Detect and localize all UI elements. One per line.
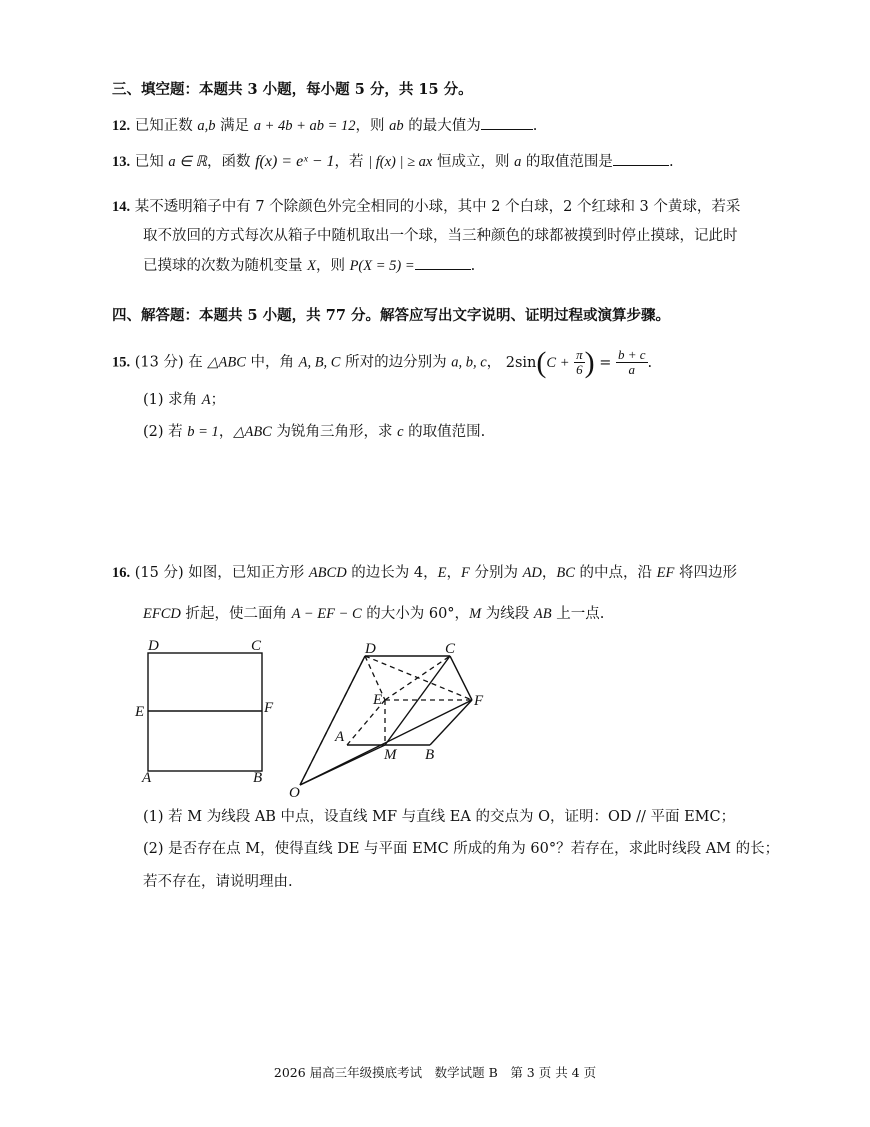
q16-text: ，: [446, 565, 461, 581]
answer-blank: [415, 255, 471, 270]
q15-part1-text: (1) 求角: [143, 392, 202, 408]
left-paren: (: [536, 345, 547, 379]
section-3-heading: 三、填空题：本题共 3 小题，每小题 5 分，共 15 分。: [112, 81, 473, 98]
q15-points: (13 分): [134, 354, 184, 371]
label-M: M: [384, 747, 397, 763]
q16-text: 折起，使二面角: [180, 606, 292, 622]
q13-function: f(x) = eˣ − 1: [255, 153, 335, 170]
q12-vars: a,b: [197, 118, 216, 134]
q16-square: ABCD: [308, 565, 347, 581]
label-A: A: [335, 729, 345, 745]
label-E: E: [135, 704, 145, 720]
q15-part2-triangle: △ABC: [233, 424, 272, 440]
question-number: 15.: [112, 354, 131, 371]
q16-line-2: [143, 604, 604, 624]
label-D: D: [365, 641, 376, 657]
question-number: 16.: [112, 565, 131, 581]
q16-text: 的中点，沿: [574, 565, 657, 581]
label-B: B: [253, 770, 263, 786]
b-plus-c-over-a: [616, 348, 648, 377]
q15-part2-cond: b = 1: [187, 424, 219, 440]
q15-part2-end: 的取值范围.: [403, 424, 486, 440]
edge-FB: [430, 700, 472, 745]
edge-OM: [300, 745, 385, 785]
q16-text: 分别为: [469, 565, 523, 581]
q16-text: 为线段: [481, 606, 534, 622]
q15-angles: A, B, C: [298, 354, 341, 371]
q15-part2-text: (2) 若: [143, 424, 188, 440]
q13-condition: a ∈ ℝ: [168, 154, 207, 170]
q16-M: M: [469, 606, 482, 622]
page-footer: 2026 届高三年级摸底考试 数学试题 B 第 3 页 共 4 页: [273, 1065, 597, 1080]
q16-text: 的边长为 4，: [346, 565, 438, 581]
q14-end: .: [470, 258, 476, 274]
q14-line-2: 取不放回的方式每次从箱子中随机取出一个球，当三种颜色的球都被摸到时停止摸球，记此时: [143, 228, 738, 244]
q15-sides: a, b, c: [451, 354, 487, 371]
q14-text: ，则: [315, 258, 350, 274]
q12-equation: a + 4b + ab = 12: [253, 118, 356, 134]
q13-end: .: [668, 154, 674, 170]
q13-a: a: [514, 154, 522, 170]
q16-AD: AD: [522, 565, 542, 581]
q13-text: 已知: [134, 154, 169, 170]
q16-AB: AB: [533, 606, 552, 622]
label-A: A: [142, 770, 152, 786]
figure-folded: [285, 635, 500, 800]
answer-blank: [481, 115, 533, 130]
q15-triangle: △ABC: [207, 354, 246, 371]
label-D: D: [148, 638, 159, 654]
q15-part2-var: c: [397, 424, 404, 440]
label-C: C: [251, 638, 262, 654]
q16-text: 如图，已知正方形: [183, 565, 309, 581]
q16-text: 上一点.: [551, 606, 605, 622]
q12-text: 已知正数: [134, 118, 198, 134]
q16-EF: EF: [656, 565, 675, 581]
q16-E: E: [437, 565, 447, 581]
q15-text: 中，角: [245, 354, 299, 371]
label-F: F: [474, 693, 484, 709]
figure-square: [130, 630, 280, 790]
answer-blank: [613, 151, 669, 166]
pi: π: [576, 347, 583, 362]
q12-text: 满足: [215, 118, 254, 134]
q16-F: F: [461, 565, 470, 581]
numerator: b + c: [618, 347, 646, 362]
q16-part-1: (1) 若 M 为线段 AB 中点，设直线 MF 与直线 EA 的交点为 O，证明：OD // 平面 EMC；: [143, 809, 736, 825]
q16-text: 的大小为 60°，: [361, 606, 470, 622]
q12-text: 的最大值为: [403, 118, 481, 134]
eq-inner: C +: [546, 354, 570, 371]
question-14: [112, 197, 740, 217]
q13-text: ，若: [334, 154, 369, 170]
q15-part-1: [143, 390, 225, 410]
question-12: [112, 115, 537, 136]
q16-BC: BC: [556, 565, 575, 581]
dashed-EC: [385, 656, 450, 700]
eq-2sin: 2sin: [505, 354, 537, 371]
q16-part-2: (2) 是否存在点 M，使得直线 DE 与平面 EMC 所成的角为 60°？若存在，求此时线段 AM 的长；: [143, 841, 780, 857]
q14-X: X: [307, 258, 316, 274]
label-B: B: [425, 747, 435, 763]
q16-part-2-line-2: 若不存在，请说明理由.: [143, 874, 293, 890]
label-E: E: [373, 692, 383, 708]
q16-text: 将四边形: [674, 565, 737, 581]
section-4-heading: 四、解答题：本题共 5 小题，共 77 分。解答应写出文字说明、证明过程或演算步骤。: [112, 307, 670, 324]
label-O: O: [289, 785, 300, 800]
question-number: 13.: [112, 154, 131, 170]
q14-line-1: 某不透明箱子中有 7 个除颜色外完全相同的小球，其中 2 个白球，2 个红球和 3 个黄球，若采: [134, 199, 741, 215]
q15-text: ，: [486, 354, 502, 371]
question-13: [112, 151, 674, 172]
q15-part1-end: ；: [210, 392, 226, 408]
question-16: [112, 563, 737, 583]
question-15: [112, 345, 653, 379]
q15-equation: 2sin(C + $\frac{\pi}{6}$ ) = $\frac{b + c}{a}$ .: [505, 345, 653, 379]
edge-CF: [450, 656, 472, 700]
q12-ab: ab: [389, 118, 404, 134]
q13-text: 恒成立，则: [432, 154, 515, 170]
q14-line-3: [143, 255, 475, 276]
square-outline: [148, 653, 262, 771]
q15-part1-var: A: [201, 392, 211, 408]
q14-probability: P(X = 5) =: [349, 258, 415, 274]
denominator: a: [628, 362, 636, 377]
q13-text: 的取值范围是: [521, 154, 613, 170]
q15-text: 在: [183, 354, 208, 371]
q15-part-2: [143, 422, 485, 442]
q12-end: .: [532, 118, 538, 134]
q15-part2-text: 为锐角三角形，求: [271, 424, 398, 440]
q16-text: ，: [541, 565, 557, 581]
question-number: 14.: [112, 199, 131, 215]
label-C: C: [445, 641, 456, 657]
q13-text: ，函数: [206, 154, 256, 170]
q15-part2-text: ，: [218, 424, 234, 440]
q13-inequality: | f(x) | ≥ ax: [368, 154, 433, 170]
question-number: 12.: [112, 118, 131, 134]
pi-over-6: [574, 348, 585, 377]
six: 6: [576, 362, 583, 377]
right-paren: ): [584, 345, 595, 379]
q16-dihedral: A − EF − C: [291, 606, 362, 622]
q16-points: (15 分): [134, 565, 184, 581]
label-F: F: [264, 700, 274, 716]
q15-text: 所对的边分别为: [340, 354, 452, 371]
q14-text: 已摸球的次数为随机变量: [143, 258, 308, 274]
q12-text: ，则: [355, 118, 390, 134]
q16-EFCD: EFCD: [143, 606, 181, 622]
